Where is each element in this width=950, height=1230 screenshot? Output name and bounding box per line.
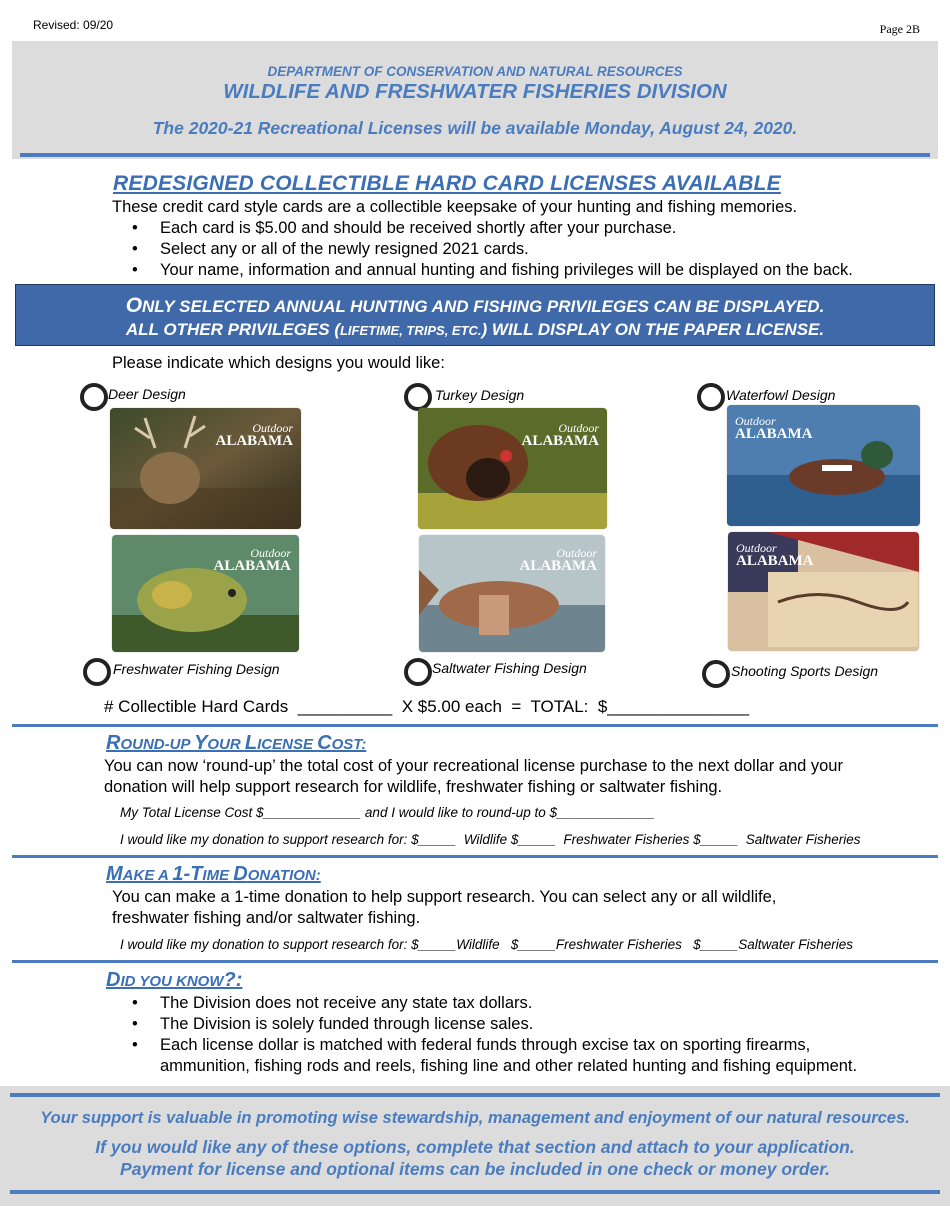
price-each: X $5.00 each bbox=[401, 697, 502, 716]
card-brand: Outdoor bbox=[736, 541, 777, 555]
divider bbox=[12, 724, 938, 727]
shooting-sports-card-image bbox=[728, 532, 919, 651]
saltwater-card-image bbox=[419, 535, 605, 652]
hard-card-order-line bbox=[104, 697, 749, 717]
card-brand: Outdoor bbox=[250, 546, 291, 560]
total-label: TOTAL: bbox=[530, 697, 589, 716]
notice-line2b: ) WILL DISPLAY ON THE PAPER LICENSE. bbox=[481, 320, 825, 339]
roundup-donation-line[interactable]: I would like my donation to support research for: $_____ Wildlife $_____ Freshwater Fisheries $_____ Saltwater Fisheries bbox=[120, 832, 861, 847]
did-you-know-bullets bbox=[112, 993, 902, 1077]
footer-payment-text: Payment for license and optional items can be included in one check or money order. bbox=[120, 1159, 830, 1179]
divider bbox=[12, 960, 938, 963]
equals-sign: = bbox=[511, 697, 522, 716]
shooting-sports-design-radio[interactable] bbox=[702, 660, 730, 688]
redesign-title: REDESIGNED COLLECTIBLE HARD CARD LICENSES AVAILABLE bbox=[113, 172, 781, 195]
footer-band bbox=[0, 1086, 950, 1206]
notice-line1: NLY SELECTED ANNUAL HUNTING AND FISHING PRIVILEGES CAN BE DISPLAYED. bbox=[142, 297, 825, 316]
footer-support-text: Your support is valuable in promoting wise stewardship, management and enjoyment of our natural resources. bbox=[40, 1109, 910, 1127]
footer-rule-top bbox=[10, 1093, 940, 1097]
total-field[interactable]: $_______________ bbox=[597, 697, 750, 716]
design-prompt: Please indicate which designs you would like: bbox=[112, 354, 445, 372]
donation-title: MAKE A 1-TIME DONATION: bbox=[106, 863, 321, 885]
list-item: • The Division does not receive any state tax dollars. bbox=[112, 993, 902, 1014]
order-label: # Collectible Hard Cards bbox=[104, 697, 289, 716]
freshwater-card-image bbox=[112, 535, 299, 652]
waterfowl-card-image bbox=[727, 405, 920, 526]
redesign-intro: These credit card style cards are a collectible keepsake of your hunting and fishing memories. bbox=[112, 198, 798, 216]
card-brand: ALABAMA bbox=[519, 558, 597, 574]
deer-card-image bbox=[110, 408, 301, 529]
footer-options-text: If you would like any of these options, complete that section and attach to your application. bbox=[95, 1137, 855, 1157]
waterfowl-design-radio[interactable] bbox=[697, 383, 725, 411]
division-name: WILDLIFE AND FRESHWATER FISHERIES DIVISION bbox=[223, 80, 727, 103]
department-name: DEPARTMENT OF CONSERVATION AND NATURAL RESOURCES bbox=[267, 64, 683, 79]
turkey-design-label: Turkey Design bbox=[435, 387, 525, 403]
saltwater-design-label: Saltwater Fishing Design bbox=[432, 660, 587, 676]
privileges-notice bbox=[15, 284, 935, 346]
notice-line2a: ALL OTHER PRIVILEGES ( bbox=[125, 320, 340, 339]
list-item: • Select any or all of the newly resigned 2021 cards. bbox=[112, 239, 853, 260]
card-brand: Outdoor bbox=[558, 421, 599, 435]
notice-line2-small: LIFETIME, TRIPS, ETC. bbox=[339, 323, 482, 338]
revised-date: Revised: 09/20 bbox=[33, 18, 114, 32]
donation-line[interactable]: I would like my donation to support research for: $_____Wildlife $_____Freshwater Fisheries $_____Saltwater Fisheries bbox=[120, 937, 854, 952]
deer-design-radio[interactable] bbox=[80, 383, 108, 411]
card-count-field[interactable]: __________ bbox=[297, 697, 393, 716]
donation-text: You can make a 1-time donation to help support research. You can select any or all wildlife, freshwater fishing and/or saltwater fishing. bbox=[112, 888, 777, 927]
list-item: • Each license dollar is matched with federal funds through excise tax on sporting firearms, ammunition, fishing rods and reels, fishing line and other related hunting and fishing equipment. bbox=[112, 1035, 902, 1077]
divider bbox=[12, 855, 938, 858]
header-band bbox=[12, 41, 938, 159]
turkey-card-image bbox=[418, 408, 607, 529]
card-brand: ALABAMA bbox=[521, 433, 599, 449]
footer-rule-bottom bbox=[10, 1190, 940, 1194]
header-rule bbox=[20, 153, 930, 157]
roundup-title: ROUND-UP YOUR LICENSE COST: bbox=[106, 732, 367, 754]
card-brand: ALABAMA bbox=[213, 558, 291, 574]
availability-announcement: The 2020-21 Recreational Licenses will be available Monday, August 24, 2020. bbox=[152, 118, 798, 138]
freshwater-design-label: Freshwater Fishing Design bbox=[113, 661, 280, 677]
redesign-bullets bbox=[112, 218, 853, 281]
card-brand: Outdoor bbox=[735, 414, 776, 428]
did-you-know-title: DID YOU KNOW?: bbox=[106, 969, 243, 991]
saltwater-design-radio[interactable] bbox=[404, 658, 432, 686]
card-brand: ALABAMA bbox=[215, 433, 293, 449]
freshwater-design-radio[interactable] bbox=[83, 658, 111, 686]
list-item: • Your name, information and annual hunting and fishing privileges will be displayed on the back. bbox=[112, 260, 853, 281]
deer-design-label: Deer Design bbox=[108, 386, 186, 402]
list-item: • Each card is $5.00 and should be received shortly after your purchase. bbox=[112, 218, 853, 239]
shooting-sports-design-label: Shooting Sports Design bbox=[731, 663, 879, 679]
card-brand: Outdoor bbox=[556, 546, 597, 560]
card-brand: ALABAMA bbox=[735, 426, 813, 442]
roundup-cost-line[interactable]: My Total License Cost $_____________ and I would like to round-up to $_____________ bbox=[120, 805, 655, 820]
roundup-text: You can now ‘round-up’ the total cost of your recreational license purchase to the next dollar and your donation will help support research for wildlife, freshwater fishing or saltwater fishing. bbox=[104, 757, 843, 796]
list-item: • The Division is solely funded through license sales. bbox=[112, 1014, 902, 1035]
notice-cap: O bbox=[125, 294, 143, 317]
waterfowl-design-label: Waterfowl Design bbox=[726, 387, 836, 403]
page-number: Page 2B bbox=[879, 22, 920, 36]
card-brand: Outdoor bbox=[252, 421, 293, 435]
card-brand: ALABAMA bbox=[736, 553, 814, 569]
turkey-design-radio[interactable] bbox=[404, 383, 432, 411]
